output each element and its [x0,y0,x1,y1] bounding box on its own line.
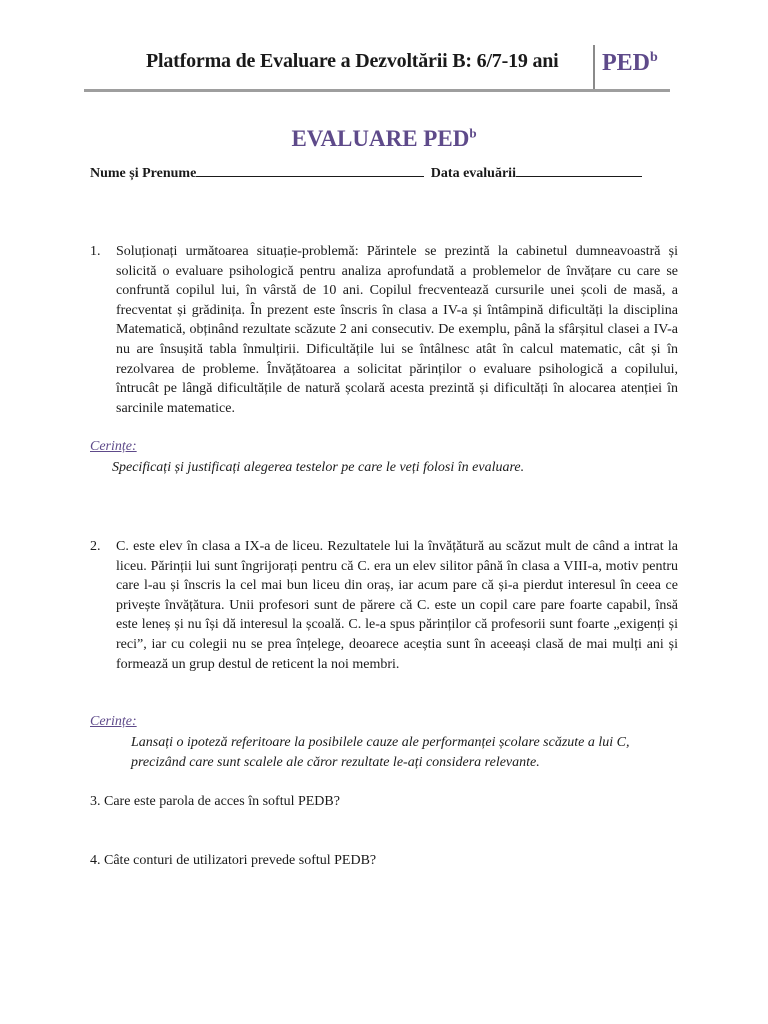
name-blank [196,164,424,177]
question-text: C. este elev în clasa a IX-a de liceu. Rezultatele lui la învățătură au scăzut mult de când a intrat la liceu. Părinții lui sunt îngrijorați pentru că C. era un elev silitor până în clasa a VIII-a, motiv pentru care l-au și înscris la cel mai bun liceu din oraș, iar acum pare că și-a pierdut interesul în ceea ce privește învățătura. Unii profesori sunt de părere că C. este un copil care pare foarte capabil, însă este leneș și nu își dă interesul la școală. C. le-a spus părinților că profesorii sunt foarte „exigenți și reci”, iar cu colegii nu se prea înțelege, deoarece aceștia sunt în aceeași clasă de mai mulți ani și formează un grup destul de reticent la noi membri. [116,539,678,672]
header-divider-horizontal [84,89,670,92]
date-label: Data evaluării [430,166,516,181]
date-blank [516,164,642,177]
requirements-label: Cerințe: [90,439,137,454]
question-3: 3. Care este parola de acces în softul PEDB? [90,794,340,809]
requirements-text: Lansați o ipoteză referitoare la posibilele cauze ale performanței școlare scăzute a lui C, precizând care sunt scalele ale căror rezultate le-ați considera relevante. [131,735,630,770]
question-4: 4. Câte conturi de utilizatori prevede softul PEDB? [90,853,377,868]
name-date-line [90,164,690,182]
evaluation-title-main: EVALUARE PED [291,126,470,151]
ped-logo-main: PED [602,50,650,76]
name-label: Nume și Prenume [90,166,197,181]
question-number: 2. [90,539,101,554]
question-2 [90,537,678,674]
question-text: Soluționați următoarea situație-problemă: Părintele se prezintă la cabinetul dumneavoastră și solicită o evaluare psihologică pentru analiza aprofundată a problemelor de învățare cu care se confruntă copilul lui, în vârstă de 10 ani. Copilul frecventează cursurile unei școli de masă, a frecventat și grădinița. În prezent este înscris în clasa a IV-a și întâmpină dificultăți la disciplina Matematică, obținând rezultate scăzute 2 ani consecutiv. De exemplu, până la sfârșitul clasei a IV-a nu are însușită tabla înmulțirii. Dificultățile lui se întâlnesc atât în calcul matematic, cât și în rezolvarea de probleme. Învățătoarea a solicitat părinților o evaluare psihologică a copilului, întrucât pe lângă dificultățile de natură școlară acesta prezintă și dificultăți în alocarea atenției în sarcinile matematice. [116,244,678,416]
question-number: 1. [90,244,101,259]
ped-logo [602,50,658,77]
document-header-title: Platforma de Evaluare a Dezvoltării B: 6/7-19 ani [146,50,559,72]
ped-logo-sup: b [650,50,658,65]
header-divider-vertical [593,45,595,91]
evaluation-title-sup: b [469,125,477,141]
requirements-text: Specificați și justificați alegerea testelor pe care le veți folosi în evaluare. [112,460,525,475]
question-1 [90,242,678,418]
requirements-label: Cerințe: [90,714,137,729]
evaluation-title [0,126,768,152]
